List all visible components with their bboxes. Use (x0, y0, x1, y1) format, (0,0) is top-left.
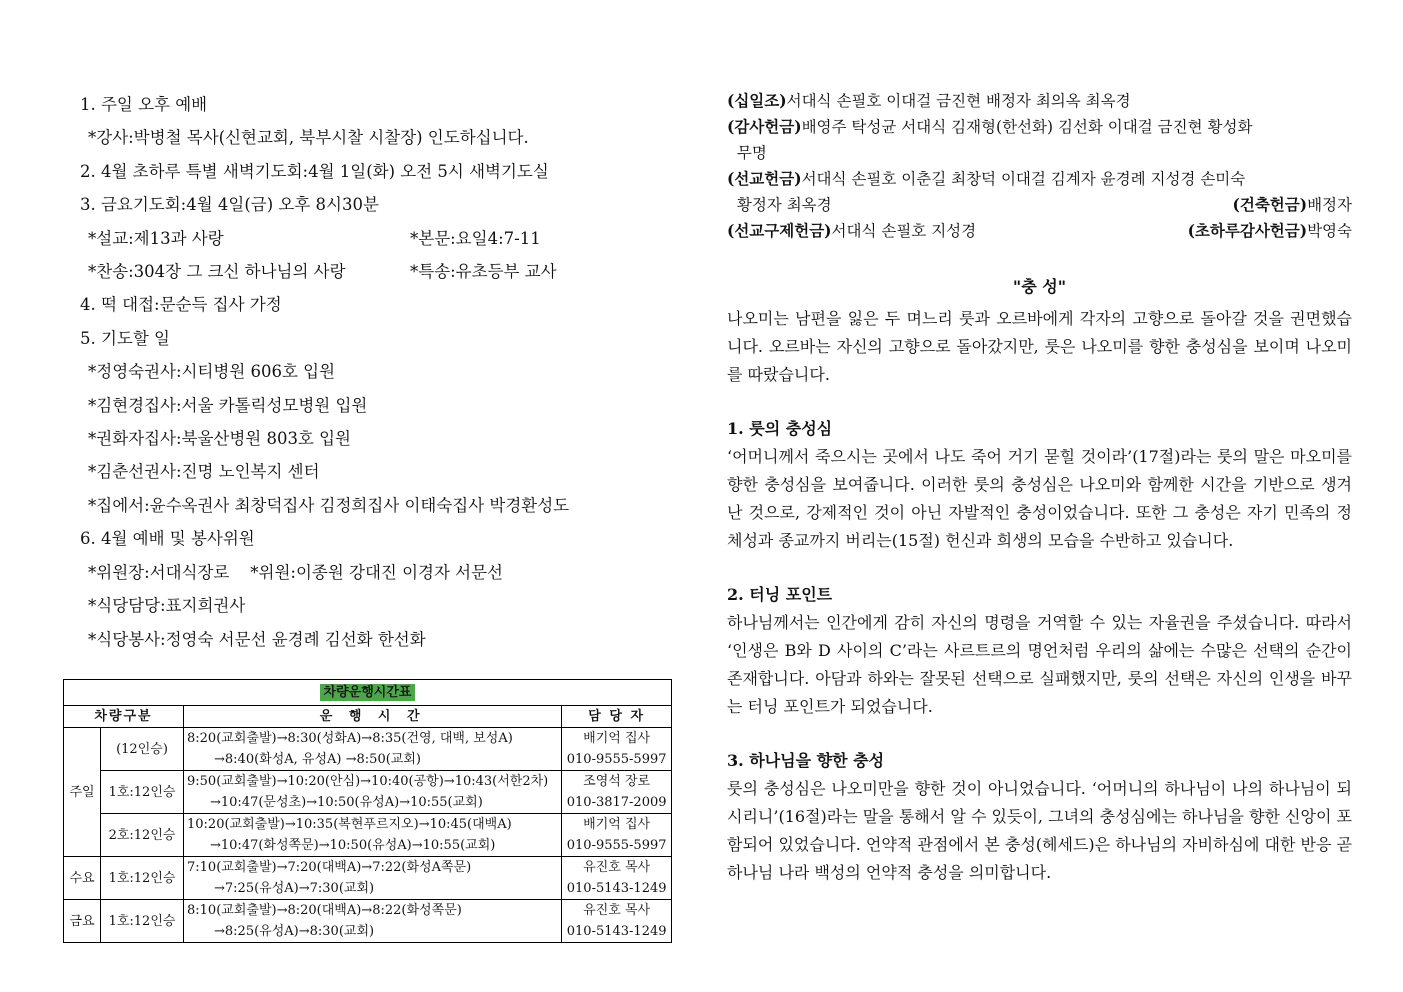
announcement-line: 1. 주일 오후 예배 (80, 95, 208, 114)
time-cell: →8:25(유성A)→8:30(교회) (184, 921, 562, 943)
offering-line: 무명 (727, 144, 767, 162)
time-cell: 10:20(교회출발)→10:35(복현푸르지오)→10:45(대백A) (184, 814, 562, 836)
person-cell: 유진호 목사 (562, 900, 672, 922)
vehicle-cell: 2호:12인승 (101, 814, 184, 857)
committee-line: *식당담당:표지희권사 (88, 596, 246, 616)
day-cell: 주일 (64, 728, 101, 857)
prayer-item: *집에서:윤수옥권사 최창덕집사 김정희집사 이태숙집사 박경환성도 (88, 495, 570, 515)
phone-cell: 010-5143-1249 (562, 921, 672, 943)
offering-line: 황정자 최옥경 (건축헌금)배정자 (727, 195, 1352, 214)
time-cell: →8:40(화성A, 유성A) →8:50(교회) (184, 749, 562, 771)
prayer-item: *정영숙권사:시티병원 606호 입원 (88, 362, 336, 382)
committee-line: *식당봉사:정영숙 서문선 윤경례 김선화 한선화 (88, 629, 426, 649)
announcement-line: *강사:박병철 목사(신현교회, 북부시찰 시찰장) 인도하십니다. (88, 128, 529, 148)
announcement-line: 3. 금요기도회:4월 4일(금) 오후 8시30분 (80, 195, 379, 215)
phone-cell: 010-5143-1249 (562, 878, 672, 900)
announcement-line: 4. 떡 대접:문순득 집사 가정 (80, 295, 282, 315)
offering-line: (선교헌금)서대식 손필호 이춘길 최창덕 이대걸 김계자 윤경례 지성경 손미숙 (727, 169, 1246, 188)
sermon-heading: "충 성" (1012, 277, 1067, 296)
person-cell: 조영석 장로 (562, 771, 672, 793)
offering-line: (십일조)서대식 손필호 이대걸 금진현 배정자 최의옥 최옥경 (727, 91, 1131, 110)
announcement-line: 6. 4월 예배 및 봉사위원 (80, 529, 255, 549)
person-cell: 배기억 집사 (562, 814, 672, 836)
table-header: 담 당 자 (562, 706, 672, 728)
time-cell: →10:47(화성쪽문)→10:50(유성A)→10:55(교회) (184, 835, 562, 857)
day-cell: 금요 (64, 900, 101, 943)
time-cell: 9:50(교회출발)→10:20(안심)→10:40(공항)→10:43(서한2차) (184, 771, 562, 793)
table-caption: 차량운행시간표 (64, 680, 672, 706)
section-body: ‘어머니께서 죽으시는 곳에서 나도 죽어 거기 묻힐 것이라’(17절)라는 룻의 말은 마오미를 향한 충성심을 보여줍니다. 이러한 룻의 충성심은 나오미와 함께한 시간을 기반으로 생겨난 것으로, 강제적인 것이 아닌 자발적인 충성이었습니다. 또한 그 충성은 자기 민족의 정체성과 종교까지 버리는(15절) 헌신과 희생의 모습을 수반하고 있습니다. (727, 447, 1352, 550)
table-header: 차량구분 (64, 706, 184, 728)
special-song: *특송:유초등부 교사 (410, 262, 557, 282)
prayer-item: *권화자집사:북울산병원 803호 입원 (88, 429, 351, 449)
section-body: 룻의 충성심은 나오미만을 향한 것이 아니었습니다. ‘어머니의 하나님이 나의 하나님이 되시리니’(16절)라는 말을 통해서 알 수 있듯이, 그녀의 충성심에는 하나님을 향한 신앙이 포함되어 있었습니다. 언약적 관점에서 본 충성(헤세드)은 하나님의 자비하심에 대한 반응 곧 하나님 나라 백성의 언약적 충성을 의미합니다. (727, 779, 1352, 882)
section-body: 하나님께서는 인간에게 감히 자신의 명령을 거역할 수 있는 자율권을 주셨습니다. 따라서 ‘인생은 B와 D 사이의 C’라는 사르트르의 명언처럼 우리의 삶에는 수많은 선택의 순간이 존재합니다. 아담과 하와는 잘못된 선택으로 실패했지만, 룻의 선택은 자신의 인생을 바꾸는 터닝 포인트가 되었습니다. (727, 613, 1352, 716)
sermon-row (80, 222, 660, 255)
section-heading: 1. 룻의 충성심 (727, 419, 833, 438)
phone-cell: 010-9555-5997 (562, 835, 672, 857)
vehicle-schedule-table (63, 679, 672, 943)
offering-line: (선교구제헌금)서대식 손필호 지성경 (초하루감사헌금)박영숙 (727, 221, 1352, 240)
prayer-item: *김춘선권사:진명 노인복지 센터 (88, 462, 320, 482)
hymn: *찬송:304장 그 크신 하나님의 사랑 (88, 262, 346, 282)
time-cell: 7:10(교회출발)→7:20(대백A)→7:22(화성A쪽문) (184, 857, 562, 879)
sermon-title: *설교:제13과 사랑 (88, 228, 224, 248)
vehicle-cell: (12인승) (101, 728, 184, 771)
offering-line: (감사헌금)배영주 탁성균 서대식 김재형(한선화) 김선화 이대걸 금진현 황성화 (727, 117, 1253, 136)
phone-cell: 010-3817-2009 (562, 792, 672, 814)
announcement-line: 2. 4월 초하루 특별 새벽기도회:4월 1일(화) 오전 5시 새벽기도실 (80, 161, 549, 181)
phone-cell: 010-9555-5997 (562, 749, 672, 771)
sermon-intro: 나오미는 남편을 잃은 두 며느리 룻과 오르바에게 각자의 고향으로 돌아갈 것을 권면했습니다. 오르바는 자신의 고향으로 돌아갔지만, 룻은 나오미를 향한 충성심을 보이며 나오미를 따랐습니다. (727, 309, 1352, 384)
hymn-row (80, 255, 660, 288)
vehicle-cell: 1호:12인승 (101, 771, 184, 814)
person-cell: 유진호 목사 (562, 857, 672, 879)
section-heading: 2. 터닝 포인트 (727, 585, 833, 604)
person-cell: 배기억 집사 (562, 728, 672, 750)
announcement-line: 5. 기도할 일 (80, 328, 170, 348)
day-cell: 수요 (64, 857, 101, 900)
table-header: 운 행 시 간 (184, 706, 562, 728)
committee-line: *위원장:서대식장로 *위원:이종원 강대진 이경자 서문선 (88, 562, 503, 582)
section-heading: 3. 하나님을 향한 충성 (727, 751, 885, 770)
time-cell: 8:10(교회출발)→8:20(대백A)→8:22(화성쪽문) (184, 900, 562, 922)
vehicle-cell: 1호:12인승 (101, 857, 184, 900)
sermon-text: *본문:요일4:7-11 (410, 228, 541, 248)
time-cell: →10:47(문성초)→10:50(유성A)→10:55(교회) (184, 792, 562, 814)
time-cell: →7:25(유성A)→7:30(교회) (184, 878, 562, 900)
vehicle-cell: 1호:12인승 (101, 900, 184, 943)
time-cell: 8:20(교회출발)→8:30(성화A)→8:35(건영, 대백, 보성A) (184, 728, 562, 750)
prayer-item: *김현경집사:서울 카톨릭성모병원 입원 (88, 395, 368, 415)
offering-and-sermon-column (727, 88, 1352, 887)
announcements-column (80, 88, 660, 656)
